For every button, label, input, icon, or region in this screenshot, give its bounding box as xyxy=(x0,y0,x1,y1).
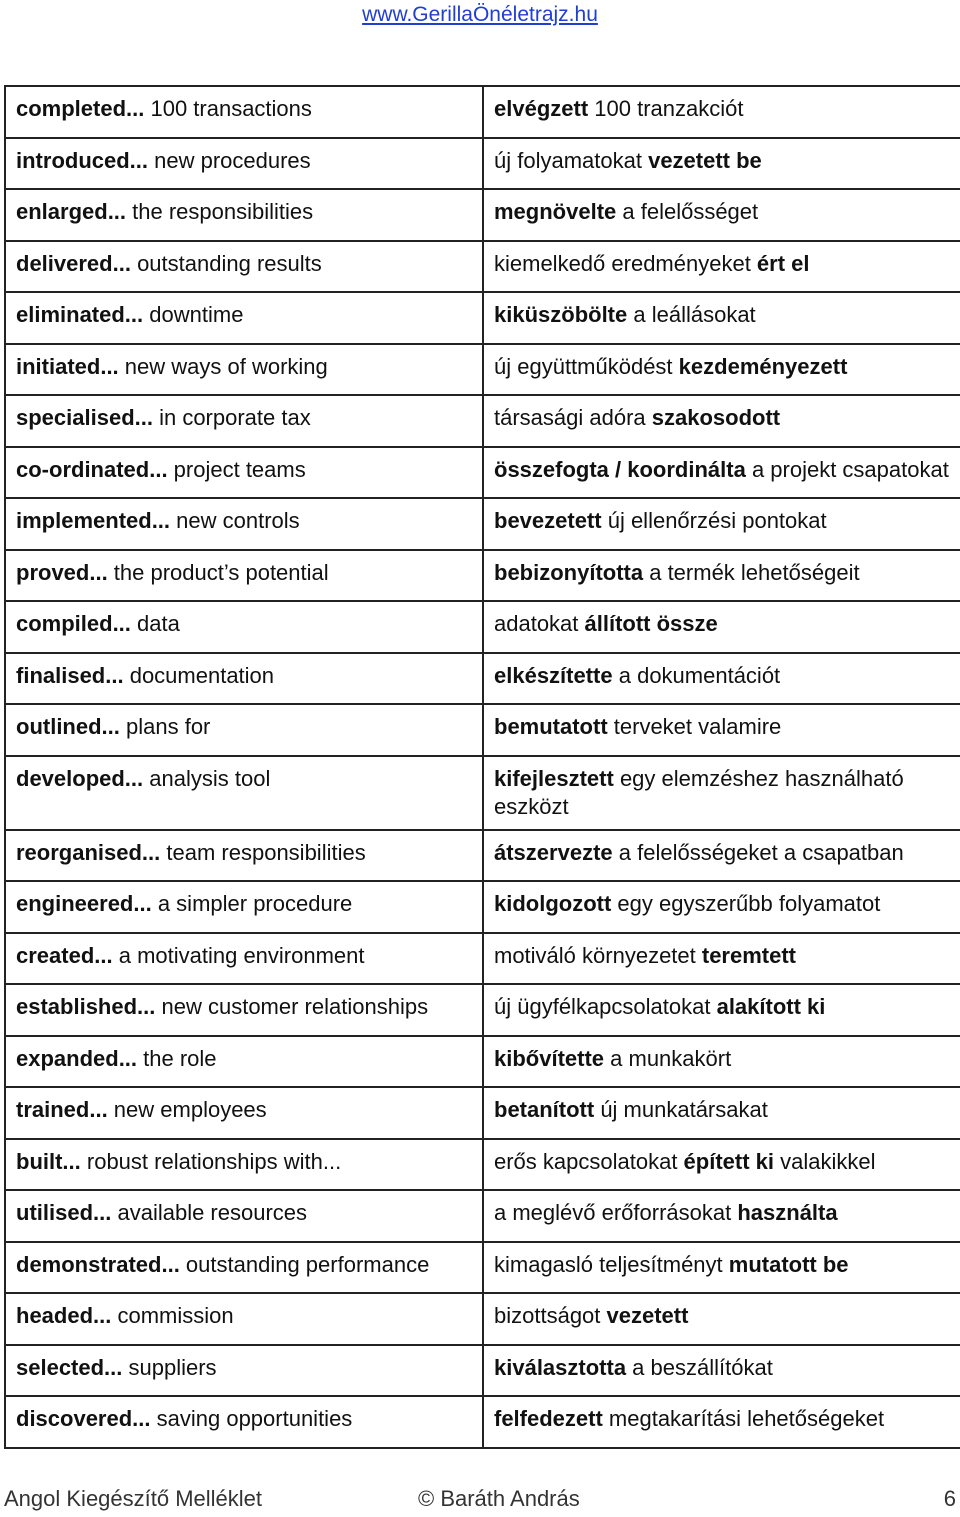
phrase-text: new customer relationships xyxy=(155,994,429,1019)
phrase-text: available resources xyxy=(111,1200,308,1225)
phrase-text: terveket valamire xyxy=(607,714,782,739)
phrase-text: új munkatársakat xyxy=(594,1097,768,1122)
hungarian-translation-cell xyxy=(483,830,960,882)
table-row xyxy=(5,984,960,1036)
keyword-text: teremtett xyxy=(701,942,797,968)
english-phrase-cell xyxy=(5,984,483,1036)
keyword-text: elvégzett xyxy=(494,96,589,121)
phrase-text: in corporate tax xyxy=(152,405,311,430)
phrase-text: commission xyxy=(111,1303,234,1328)
english-phrase-cell xyxy=(5,933,483,985)
hungarian-translation-cell xyxy=(483,241,960,293)
keyword-text: developed... xyxy=(16,765,144,791)
hungarian-translation-cell xyxy=(483,498,960,550)
table-row xyxy=(5,344,960,396)
hungarian-translation-cell xyxy=(483,1139,960,1191)
keyword-text: bevezetett xyxy=(494,508,602,533)
table-row xyxy=(5,395,960,447)
keyword-text: vezetett xyxy=(606,1303,689,1328)
english-phrase-cell xyxy=(5,1139,483,1191)
table-row xyxy=(5,704,960,756)
keyword-text: implemented... xyxy=(16,508,171,533)
phrase-text: a simpler procedure xyxy=(151,891,353,916)
phrase-text: a projekt csapatokat xyxy=(745,456,949,482)
english-phrase-cell xyxy=(5,189,483,241)
keyword-text: headed... xyxy=(16,1303,112,1328)
phrase-text: a munkakört xyxy=(604,1045,732,1071)
table-row xyxy=(5,189,960,241)
keyword-text: kibővítette xyxy=(494,1045,605,1071)
keyword-text: összefogta / koordinálta xyxy=(494,456,746,482)
phrase-text: bizottságot xyxy=(494,1303,607,1328)
table-row xyxy=(5,653,960,705)
keyword-text: reorganised... xyxy=(16,839,161,865)
phrase-text: új folyamatokat xyxy=(494,147,649,173)
phrase-text: new ways of working xyxy=(118,353,328,379)
english-phrase-cell xyxy=(5,1036,483,1088)
table-row xyxy=(5,601,960,653)
phrase-text: plans for xyxy=(119,714,211,739)
keyword-text: compiled... xyxy=(16,611,131,636)
phrase-text: project teams xyxy=(167,456,306,482)
keyword-text: specialised... xyxy=(16,405,153,430)
keyword-text: elkészítette xyxy=(494,662,613,688)
english-phrase-cell xyxy=(5,447,483,499)
keyword-text: selected... xyxy=(16,1354,123,1380)
footer-title: Angol Kiegészítő Melléklet xyxy=(4,1486,263,1511)
table-row xyxy=(5,1345,960,1397)
english-phrase-cell xyxy=(5,1242,483,1294)
phrase-text: 100 transactions xyxy=(144,96,312,121)
keyword-text: épített ki xyxy=(683,1148,775,1174)
table-row xyxy=(5,1190,960,1242)
english-phrase-cell xyxy=(5,756,483,830)
website-link[interactable]: www.GerillaÖnéletrajz.hu xyxy=(362,3,598,26)
phrase-text: analysis tool xyxy=(143,765,271,791)
hungarian-translation-cell xyxy=(483,704,960,756)
keyword-text: co-ordinated... xyxy=(16,456,168,482)
phrase-text: egy egyszerűbb folyamatot xyxy=(611,891,881,916)
keyword-text: átszervezte xyxy=(494,839,613,865)
keyword-text: utilised... xyxy=(16,1200,112,1225)
page-number: 6 xyxy=(943,1486,956,1511)
phrase-text: documentation xyxy=(123,662,275,688)
phrase-text: egy elemzéshez használható eszközt xyxy=(494,765,904,819)
table-row xyxy=(5,1396,960,1448)
keyword-text: használta xyxy=(737,1200,838,1225)
keyword-text: kifejlesztett xyxy=(494,765,614,791)
table-row xyxy=(5,86,960,138)
hungarian-translation-cell xyxy=(483,1242,960,1294)
keyword-text: bebizonyította xyxy=(494,559,644,585)
phrase-text: team responsibilities xyxy=(160,839,366,865)
english-phrase-cell xyxy=(5,1396,483,1448)
phrase-text: data xyxy=(130,611,180,636)
phrase-text: megtakarítási lehetőségeket xyxy=(602,1406,885,1431)
keyword-text: introduced... xyxy=(16,147,148,173)
hungarian-translation-cell xyxy=(483,447,960,499)
phrase-text: a felelősségeket a csapatban xyxy=(612,839,904,865)
table-row xyxy=(5,881,960,933)
phrase-text: a motivating environment xyxy=(112,942,365,968)
phrase-text: new procedures xyxy=(148,147,311,173)
english-phrase-cell xyxy=(5,498,483,550)
keyword-text: delivered... xyxy=(16,250,131,276)
hungarian-translation-cell xyxy=(483,344,960,396)
hungarian-translation-cell xyxy=(483,1345,960,1397)
keyword-text: outlined... xyxy=(16,714,120,739)
table-row xyxy=(5,1242,960,1294)
table-row xyxy=(5,933,960,985)
english-phrase-cell xyxy=(5,241,483,293)
keyword-text: állított össze xyxy=(584,611,718,636)
keyword-text: engineered... xyxy=(16,891,152,916)
phrase-text: a meglévő erőforrásokat xyxy=(494,1200,738,1225)
english-phrase-cell xyxy=(5,395,483,447)
hungarian-translation-cell xyxy=(483,550,960,602)
keyword-text: megnövelte xyxy=(494,199,617,224)
phrase-text: új ellenőrzési pontokat xyxy=(601,508,827,533)
phrase-text: 100 tranzakciót xyxy=(588,96,744,121)
english-phrase-cell xyxy=(5,1345,483,1397)
keyword-text: initiated... xyxy=(16,353,119,379)
phrase-text: new controls xyxy=(170,508,300,533)
phrase-text: a termék lehetőségeit xyxy=(643,559,860,585)
phrase-text: outstanding results xyxy=(130,250,322,276)
hungarian-translation-cell xyxy=(483,395,960,447)
vocabulary-table-body xyxy=(5,86,960,1448)
english-phrase-cell xyxy=(5,1087,483,1139)
keyword-text: demonstrated... xyxy=(16,1251,180,1277)
table-row xyxy=(5,1036,960,1088)
english-phrase-cell xyxy=(5,550,483,602)
english-phrase-cell xyxy=(5,881,483,933)
hungarian-translation-cell xyxy=(483,1087,960,1139)
keyword-text: mutatott be xyxy=(728,1251,849,1277)
hungarian-translation-cell xyxy=(483,881,960,933)
keyword-text: discovered... xyxy=(16,1406,151,1431)
hungarian-translation-cell xyxy=(483,292,960,344)
table-row xyxy=(5,292,960,344)
phrase-text: új együttműködést xyxy=(494,353,679,379)
keyword-text: proved... xyxy=(16,559,108,585)
hungarian-translation-cell xyxy=(483,1036,960,1088)
keyword-text: completed... xyxy=(16,96,145,121)
keyword-text: kiküszöbölte xyxy=(494,302,628,327)
keyword-text: built... xyxy=(16,1148,81,1174)
table-row xyxy=(5,830,960,882)
english-phrase-cell xyxy=(5,653,483,705)
phrase-text: saving opportunities xyxy=(150,1406,353,1431)
english-phrase-cell xyxy=(5,86,483,138)
phrase-text: a leállásokat xyxy=(627,302,756,327)
keyword-text: created... xyxy=(16,942,113,968)
phrase-text: kiemelkedő eredményeket xyxy=(494,250,757,276)
keyword-text: kiválasztotta xyxy=(494,1354,627,1380)
hungarian-translation-cell xyxy=(483,1293,960,1345)
phrase-text: a beszállítókat xyxy=(626,1354,773,1380)
phrase-text: társasági adóra xyxy=(494,405,652,430)
page-footer xyxy=(4,1486,956,1516)
hungarian-translation-cell xyxy=(483,653,960,705)
hungarian-translation-cell xyxy=(483,138,960,190)
english-phrase-cell xyxy=(5,138,483,190)
phrase-text: adatokat xyxy=(494,611,585,636)
phrase-text: the product’s potential xyxy=(107,559,329,585)
phrase-text: erős kapcsolatokat xyxy=(494,1148,684,1174)
english-phrase-cell xyxy=(5,1190,483,1242)
keyword-text: established... xyxy=(16,994,156,1019)
phrase-text: kimagasló teljesítményt xyxy=(494,1251,729,1277)
table-row xyxy=(5,1293,960,1345)
table-row xyxy=(5,1087,960,1139)
keyword-text: felfedezett xyxy=(494,1406,603,1431)
table-row xyxy=(5,1139,960,1191)
hungarian-translation-cell xyxy=(483,1396,960,1448)
phrase-text: the role xyxy=(137,1045,217,1071)
phrase-text: robust relationships with... xyxy=(80,1148,342,1174)
keyword-text: expanded... xyxy=(16,1045,138,1071)
phrase-text: motiváló környezetet xyxy=(494,942,702,968)
english-phrase-cell xyxy=(5,1293,483,1345)
english-phrase-cell xyxy=(5,292,483,344)
keyword-text: szakosodott xyxy=(651,405,781,430)
keyword-text: kidolgozott xyxy=(494,891,612,916)
phrase-text: new employees xyxy=(107,1097,267,1122)
english-phrase-cell xyxy=(5,601,483,653)
table-row xyxy=(5,447,960,499)
phrase-text: the responsibilities xyxy=(126,199,314,224)
keyword-text: kezdeményezett xyxy=(678,353,848,379)
table-row xyxy=(5,756,960,830)
table-row xyxy=(5,138,960,190)
keyword-text: alakított ki xyxy=(716,994,826,1019)
phrase-text: a felelősséget xyxy=(616,199,759,224)
hungarian-translation-cell xyxy=(483,933,960,985)
phrase-text: downtime xyxy=(143,302,244,327)
table-row xyxy=(5,241,960,293)
hungarian-translation-cell xyxy=(483,984,960,1036)
keyword-text: trained... xyxy=(16,1097,108,1122)
table-row xyxy=(5,498,960,550)
phrase-text: outstanding performance xyxy=(179,1251,430,1277)
phrase-text: a dokumentációt xyxy=(612,662,781,688)
english-phrase-cell xyxy=(5,704,483,756)
english-phrase-cell xyxy=(5,344,483,396)
keyword-text: finalised... xyxy=(16,662,124,688)
hungarian-translation-cell xyxy=(483,189,960,241)
phrase-text: új ügyfélkapcsolatokat xyxy=(494,994,717,1019)
keyword-text: ért el xyxy=(756,250,810,276)
vocabulary-table xyxy=(4,85,960,1449)
keyword-text: eliminated... xyxy=(16,302,144,327)
keyword-text: betanított xyxy=(494,1097,595,1122)
keyword-text: enlarged... xyxy=(16,199,127,224)
phrase-text: suppliers xyxy=(122,1354,217,1380)
phrase-text: valakikkel xyxy=(774,1148,876,1174)
hungarian-translation-cell xyxy=(483,756,960,830)
keyword-text: vezetett be xyxy=(648,147,762,173)
hungarian-translation-cell xyxy=(483,601,960,653)
table-row xyxy=(5,550,960,602)
hungarian-translation-cell xyxy=(483,1190,960,1242)
footer-copyright: © Baráth András xyxy=(418,1486,580,1511)
keyword-text: bemutatott xyxy=(494,714,608,739)
hungarian-translation-cell xyxy=(483,86,960,138)
english-phrase-cell xyxy=(5,830,483,882)
